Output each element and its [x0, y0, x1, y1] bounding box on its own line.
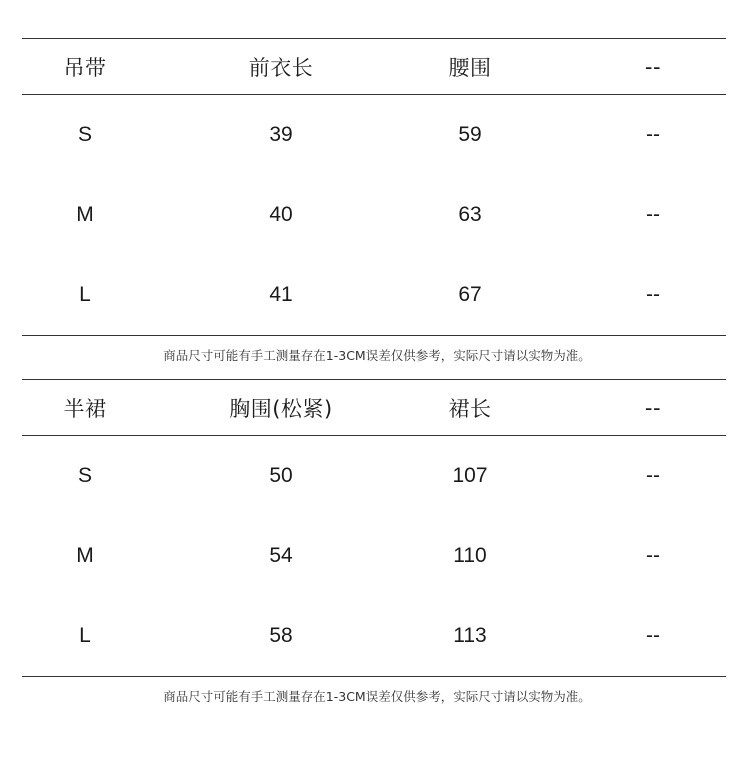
size-cell: M — [76, 544, 94, 567]
size-cell: S — [77, 123, 93, 146]
table-row — [22, 436, 726, 516]
value-cell: -- — [646, 624, 660, 647]
value-cell: 113 — [453, 624, 487, 647]
header-cell-waist: 腰围 — [448, 55, 492, 80]
value-cell: -- — [646, 123, 660, 146]
header-cell-item: 吊带 — [63, 55, 107, 80]
measurement-note: 商品尺寸可能有手工测量存在1-3CM误差仅供参考，实际尺寸请以实物为准。 — [163, 348, 591, 363]
header-cell-length: 前衣长 — [248, 55, 314, 80]
header-cell-extra: -- — [644, 395, 662, 420]
measurement-note: 商品尺寸可能有手工测量存在1-3CM误差仅供参考，实际尺寸请以实物为准。 — [163, 689, 591, 704]
value-cell: 58 — [269, 624, 293, 647]
value-cell: 67 — [458, 283, 482, 306]
value-cell: 54 — [269, 544, 293, 567]
header-cell-extra: -- — [644, 54, 662, 79]
value-cell: 50 — [269, 464, 293, 487]
header-cell-bust: 胸围(松紧) — [229, 396, 333, 421]
header-cell-item: 半裙 — [63, 396, 107, 421]
header-cell-skirt-length: 裙长 — [448, 396, 492, 421]
table-row — [22, 596, 726, 676]
value-cell: -- — [646, 283, 660, 306]
value-cell: 39 — [269, 123, 293, 146]
value-cell: 107 — [452, 464, 488, 487]
value-cell: 110 — [453, 544, 487, 567]
value-cell: 40 — [269, 203, 293, 226]
table-row — [22, 175, 726, 255]
table-row — [22, 95, 726, 175]
size-table-bottom — [22, 379, 726, 717]
value-cell: -- — [646, 464, 660, 487]
size-cell: L — [79, 624, 91, 647]
value-cell: 41 — [269, 283, 293, 306]
table-header-row — [22, 39, 726, 94]
size-table-top — [22, 38, 726, 376]
size-cell: S — [77, 464, 93, 487]
table-header-row — [22, 380, 726, 435]
value-cell: 63 — [458, 203, 482, 226]
table-row — [22, 255, 726, 335]
value-cell: 59 — [458, 123, 482, 146]
value-cell: -- — [646, 203, 660, 226]
size-cell: M — [76, 203, 94, 226]
table-row — [22, 516, 726, 596]
size-cell: L — [79, 283, 91, 306]
value-cell: -- — [646, 544, 660, 567]
